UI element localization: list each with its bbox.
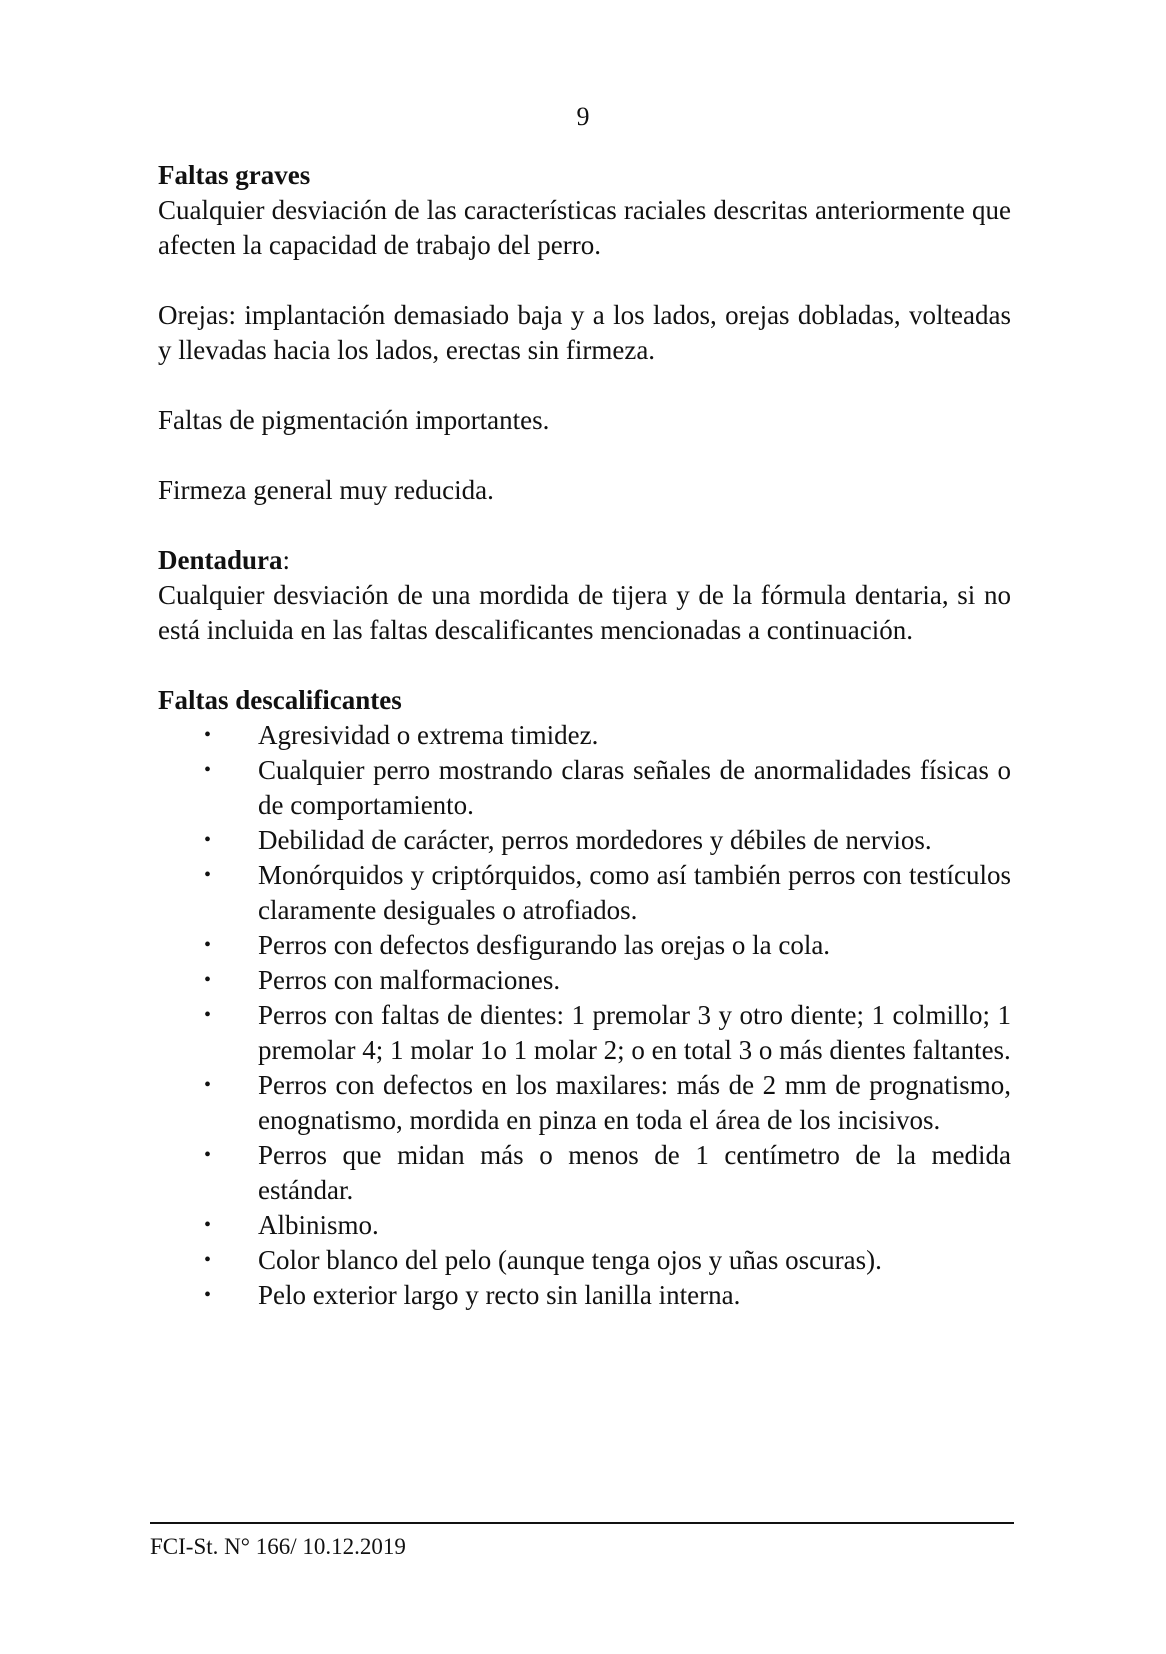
- list-item: [158, 963, 1011, 998]
- faltas-descalificantes-heading: Faltas descalificantes: [158, 685, 402, 715]
- spacer: [158, 648, 1011, 683]
- bullet-icon: •: [204, 1144, 212, 1166]
- bullet-icon: •: [204, 829, 212, 851]
- list-item-text: Perros que midan más o menos de 1 centímetro de la medida estándar.: [258, 1140, 1011, 1205]
- list-item-text: Perros con defectos en los maxilares: más de 2 mm de prognatismo, enognatismo, mordida en pinza en toda el área de los incisivos.: [258, 1070, 1011, 1135]
- list-item-text: Agresividad o extrema timidez.: [258, 720, 599, 750]
- list-item: [158, 858, 1011, 928]
- bullet-icon: •: [204, 1249, 212, 1271]
- list-item-text: Cualquier perro mostrando claras señales de anormalidades físicas o de comportamiento.: [258, 755, 1011, 820]
- bullet-icon: •: [204, 864, 212, 886]
- list-item-text: Perros con malformaciones.: [258, 965, 561, 995]
- list-item: [158, 718, 1011, 753]
- footer-reference: FCI-St. N° 166/ 10.12.2019: [150, 1534, 406, 1559]
- firmeza-paragraph: Firmeza general muy reducida.: [158, 475, 494, 505]
- list-item-text: Albinismo.: [258, 1210, 379, 1240]
- list-item-text: Perros con faltas de dientes: 1 premolar 3 y otro diente; 1 colmillo; 1 premolar 4; 1 molar 1o 1 molar 2; o en total 3 o más dientes faltantes.: [258, 1000, 1011, 1065]
- list-item-text: Debilidad de carácter, perros mordedores y débiles de nervios.: [258, 825, 932, 855]
- bullet-icon: •: [204, 1074, 212, 1096]
- orejas-paragraph: Orejas: implantación demasiado baja y a los lados, orejas dobladas, volteadas y llevadas hacia los lados, erectas sin firmeza.: [158, 300, 1011, 365]
- page-number: 9: [576, 102, 590, 131]
- list-item: [158, 823, 1011, 858]
- bullet-icon: •: [204, 1004, 212, 1026]
- list-item: [158, 998, 1011, 1068]
- list-item-text: Perros con defectos desfigurando las orejas o la cola.: [258, 930, 831, 960]
- list-item: [158, 1138, 1011, 1208]
- bullet-icon: •: [204, 934, 212, 956]
- dentadura-title: Dentadura: [158, 545, 283, 575]
- faltas-descalificantes-list: [158, 718, 1011, 1313]
- list-item: [158, 753, 1011, 823]
- spacer: [158, 438, 1011, 473]
- list-item: [158, 1243, 1011, 1278]
- spacer: [158, 263, 1011, 298]
- page-content: [158, 158, 1011, 1313]
- dentadura-heading: [158, 543, 1011, 578]
- list-item: [158, 1068, 1011, 1138]
- bullet-icon: •: [204, 724, 212, 746]
- dentadura-colon: :: [282, 545, 291, 575]
- list-item-text: Monórquidos y criptórquidos, como así también perros con testículos claramente desiguales o atrofiados.: [258, 860, 1011, 925]
- bullet-icon: •: [204, 969, 212, 991]
- footer-divider: [150, 1522, 1014, 1524]
- pigmentacion-paragraph: Faltas de pigmentación importantes.: [158, 405, 550, 435]
- bullet-icon: •: [204, 1214, 212, 1236]
- list-item: [158, 1278, 1011, 1313]
- spacer: [158, 508, 1011, 543]
- list-item-text: Color blanco del pelo (aunque tenga ojos y uñas oscuras).: [258, 1245, 882, 1275]
- faltas-graves-intro: Cualquier desviación de las características raciales descritas anteriormente que afecten la capacidad de trabajo del perro.: [158, 195, 1011, 260]
- dentadura-paragraph: Cualquier desviación de una mordida de tijera y de la fórmula dentaria, si no está incluida en las faltas descalificantes mencionadas a continuación.: [158, 580, 1011, 645]
- bullet-icon: •: [204, 1284, 212, 1306]
- spacer: [158, 368, 1011, 403]
- list-item-text: Pelo exterior largo y recto sin lanilla interna.: [258, 1280, 741, 1310]
- bullet-icon: •: [204, 759, 212, 781]
- list-item: [158, 1208, 1011, 1243]
- faltas-graves-heading: Faltas graves: [158, 160, 311, 190]
- list-item: [158, 928, 1011, 963]
